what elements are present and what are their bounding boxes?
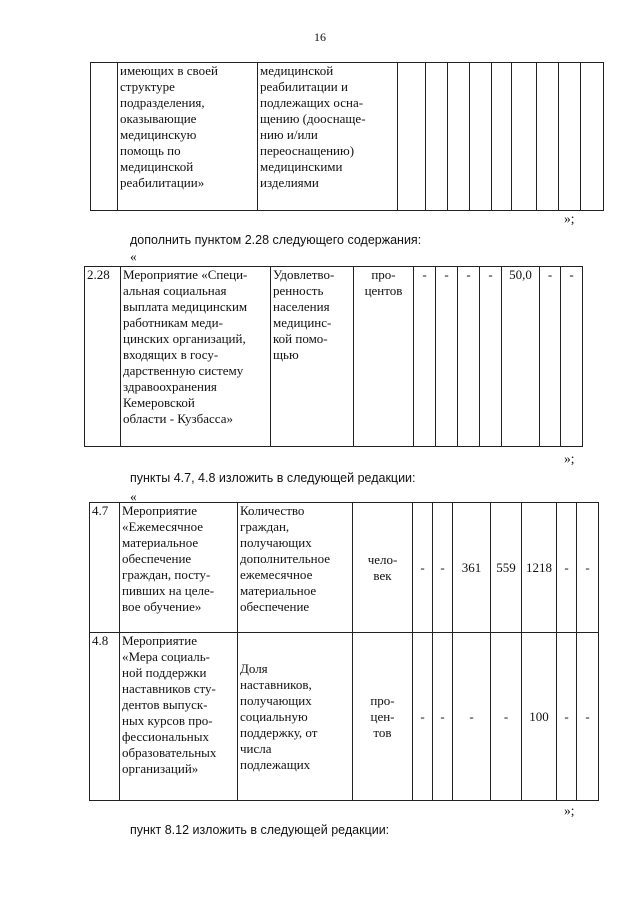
instruction-text: пункт 8.12 изложить в следующей редакции: [130,823,390,837]
table-cell-num [91,63,118,211]
value-cell: 1218 [522,503,557,633]
close-quote: »; [564,803,575,818]
item-number: 4.8 [90,633,120,801]
value-cell: - [453,633,491,801]
item-unit: про- центов [354,267,414,447]
value-cell: - [491,633,522,801]
table-row [90,633,599,801]
close-quote: »; [564,451,575,466]
value-cell: 100 [522,633,557,801]
open-quote: « [130,489,137,504]
value-cell: 50,0 [502,267,540,447]
value-cell: - [414,267,436,447]
item-number: 4.7 [90,503,120,633]
value-cell: - [540,267,561,447]
table-cell-indicator: медицинской реабилитации и подлежащих осна- щению (дооснаще- нию и/или переоснащению) медицинскими изделиями [258,63,398,211]
table-item-2-28 [84,266,583,447]
instruction-text: пункты 4.7, 4.8 изложить в следующей редакции: [130,471,416,485]
value-cell: - [577,503,599,633]
item-indicator: Доля наставников, получающих социальную поддержку, от числа подлежащих [238,633,353,801]
table-items-4-7-4-8 [89,502,599,801]
value-cell: 559 [491,503,522,633]
value-cell: - [577,633,599,801]
item-name: Мероприятие «Ежемесячное материальное обеспечение граждан, посту- пивших на целе- вое обучение» [120,503,238,633]
table-continuation [90,62,604,211]
value-cell: - [557,503,577,633]
table-row [90,503,599,633]
item-name: Мероприятие «Мера социаль- ной поддержки наставников сту- дентов выпуск- ных курсов про- фессиональных образовательных организаций» [120,633,238,801]
page-number: 16 [314,30,326,44]
value-cell: - [433,503,453,633]
item-indicator: Количество граждан, получающих дополнительное ежемесячное материальное обеспечение [238,503,353,633]
item-indicator: Удовлетво- ренность населения медицинс- кой помо- щью [271,267,354,447]
item-number: 2.28 [85,267,121,447]
item-unit: про- цен- тов [353,633,413,801]
value-cell: - [413,633,433,801]
item-name: Мероприятие «Специ- альная социальная выплата медицинским работникам меди- цинских организаций, входящих в госу- дарственную систему здравоохранения Кемеровской области - Кузбасса» [121,267,271,447]
instruction-text: дополнить пунктом 2.28 следующего содержания: [130,233,422,247]
value-cell: - [561,267,583,447]
value-cell: - [480,267,502,447]
open-quote: « [130,249,137,264]
value-cell: - [557,633,577,801]
value-cell: - [433,633,453,801]
value-cell: 361 [453,503,491,633]
table-cell-name: имеющих в своей структуре подразделения, оказывающие медицинскую помощь по медицинской реабилитации» [118,63,258,211]
value-cell: - [436,267,458,447]
value-cell: - [458,267,480,447]
value-cell: - [413,503,433,633]
close-quote: »; [564,211,575,226]
item-unit: чело- век [353,503,413,633]
